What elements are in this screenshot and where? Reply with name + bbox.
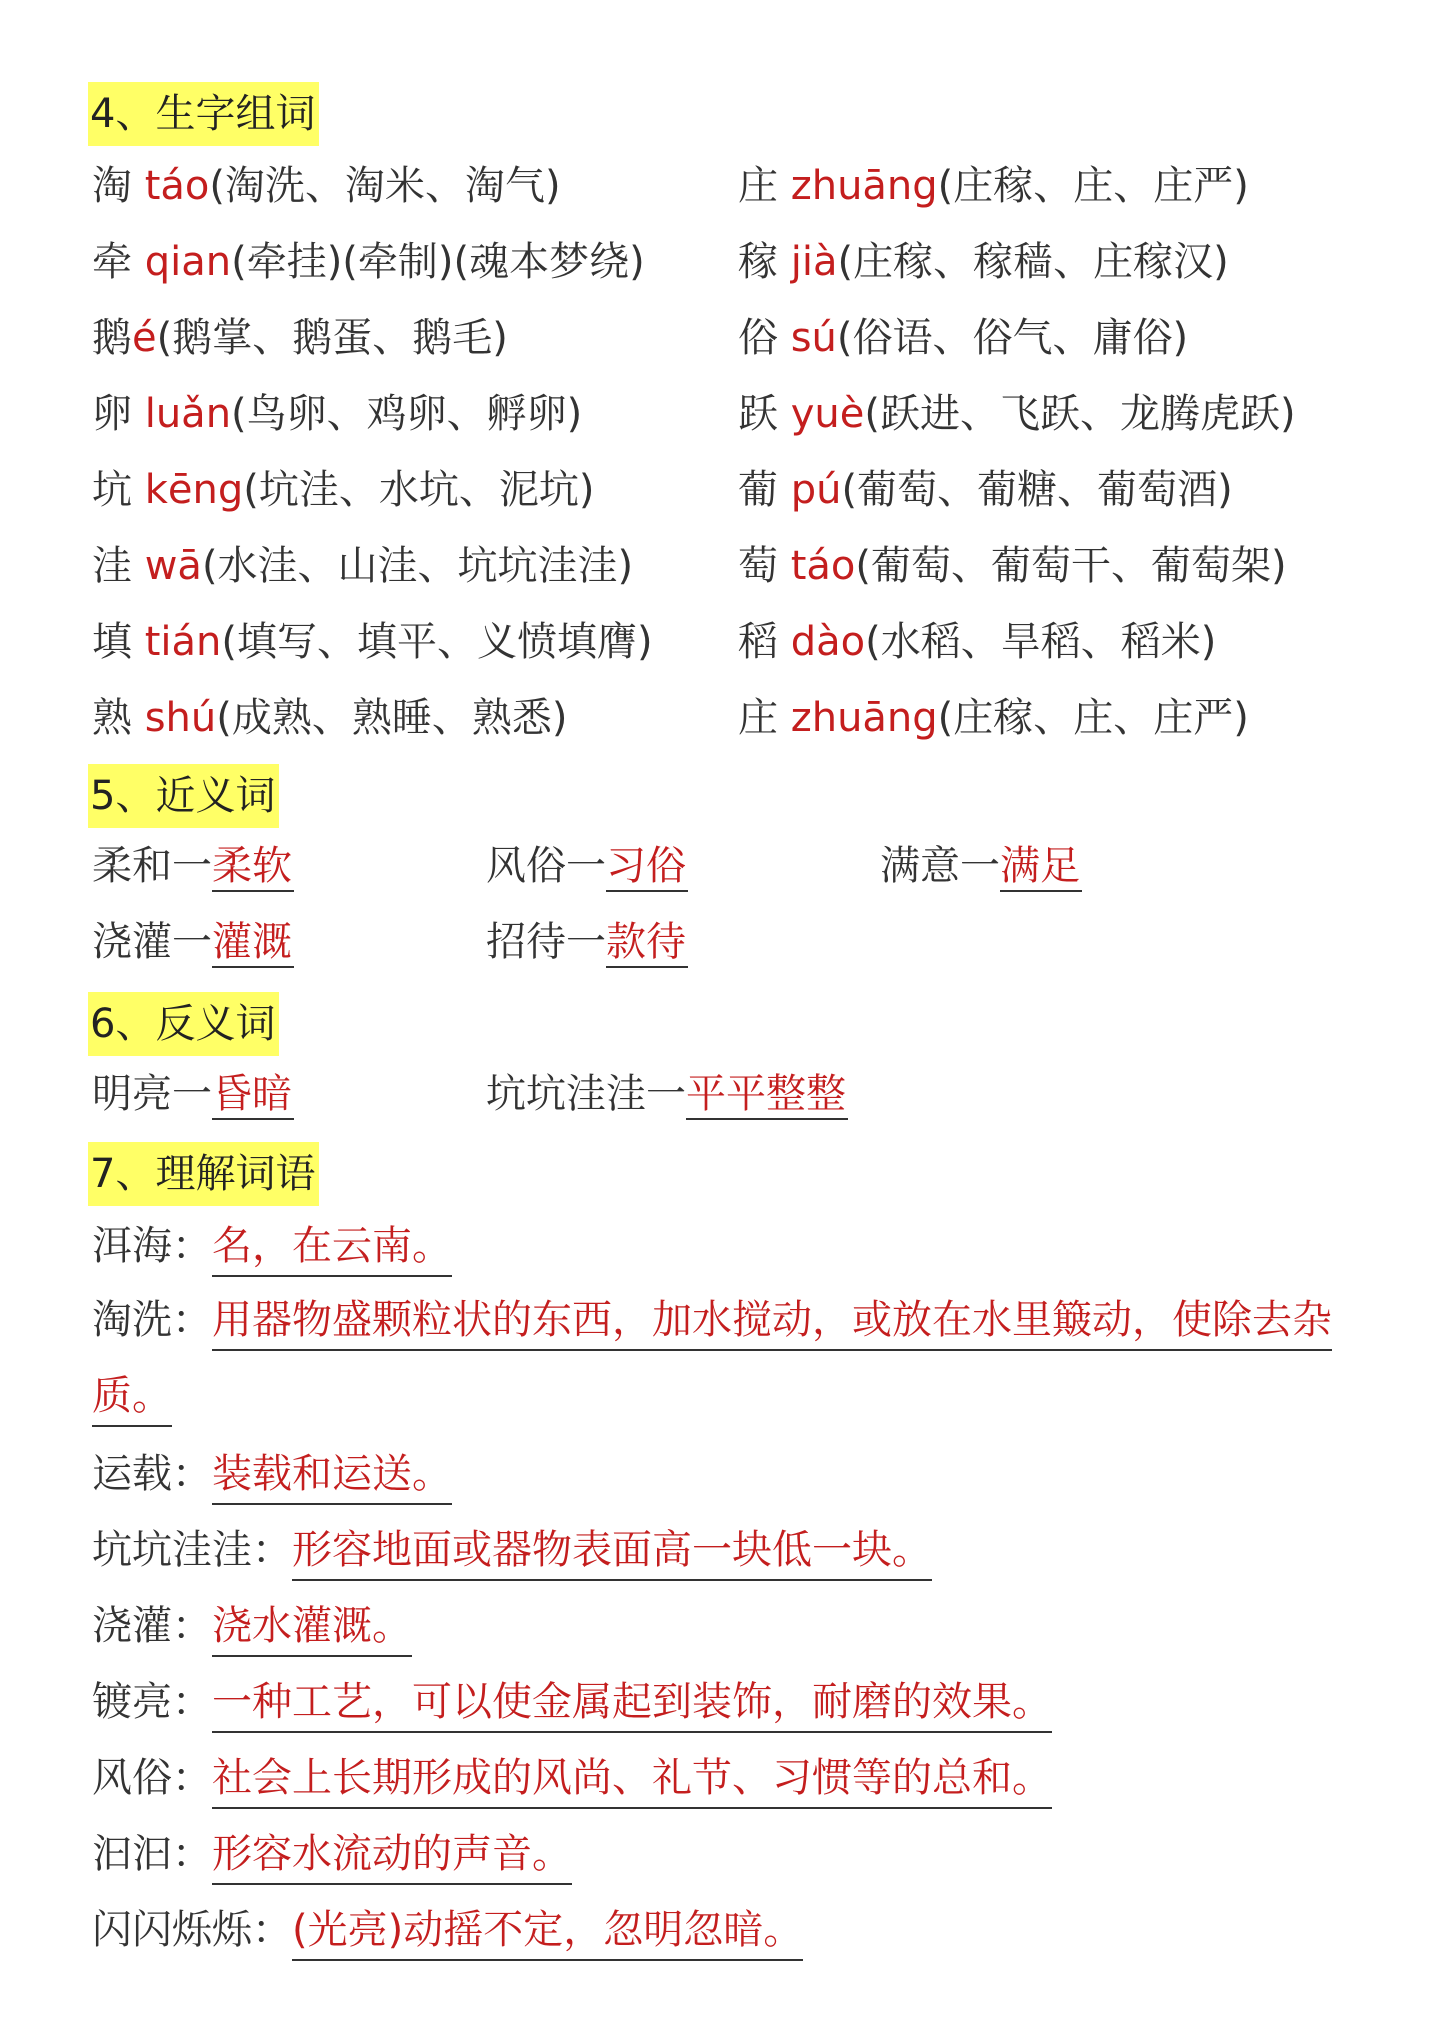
char-entry-luan: 卵 luǎn(鸟卵、鸡卵、孵卵) (92, 391, 583, 437)
definition-entry: 镀亮：一种工艺，可以使金属起到装饰，耐磨的效果。 (92, 1682, 1052, 1722)
section-heading-6: 6、反义词 (88, 992, 279, 1056)
definition-entry: 风俗：社会上长期形成的风尚、礼节、习惯等的总和。 (92, 1758, 1052, 1798)
synonym-pair: 风俗一习俗 (486, 846, 688, 892)
definition-entry: 运载：装载和运送。 (92, 1454, 452, 1494)
char-entry-shu: 熟 shú(成熟、熟睡、熟悉) (92, 695, 568, 741)
char-entry-dao: 稻 dào(水稻、旱稻、稻米) (738, 619, 1217, 665)
definition-entry: 闪闪烁烁：(光亮)动摇不定，忽明忽暗。 (92, 1910, 803, 1950)
definition-entry: 浇灌：浇水灌溉。 (92, 1606, 412, 1646)
char-entry-wa: 洼 wā(水洼、山洼、坑坑洼洼) (92, 543, 634, 589)
synonym-pair: 招待一款待 (486, 922, 688, 968)
antonym-pair: 明亮一昏暗 (92, 1074, 294, 1120)
definition-entry: 坑坑洼洼：形容地面或器物表面高一块低一块。 (92, 1530, 932, 1570)
synonym-pair: 浇灌一灌溉 (92, 922, 294, 968)
antonym-pair: 坑坑洼洼一平平整整 (486, 1074, 848, 1120)
char-entry-yue: 跃 yuè(跃进、飞跃、龙腾虎跃) (738, 391, 1296, 437)
char-entry-tao-grape: 萄 táo(葡萄、葡萄干、葡萄架) (738, 543, 1287, 589)
char-entry-pu: 葡 pú(葡萄、葡糖、葡萄酒) (738, 467, 1233, 513)
definition-entry: 汩汩：形容水流动的声音。 (92, 1834, 572, 1874)
synonym-pair: 柔和一柔软 (92, 846, 294, 892)
char-entry-jia: 稼 jià(庄稼、稼穑、庄稼汉) (738, 239, 1229, 285)
char-entry-e: 鹅é(鹅掌、鹅蛋、鹅毛) (92, 315, 508, 361)
definition-entry-wrapped: 淘洗：用器物盛颗粒状的东西，加水搅动，或放在水里簸动，使除去杂质。 (92, 1282, 1362, 1442)
section-heading-7: 7、理解词语 (88, 1142, 319, 1206)
char-entry-zhuang-2: 庄 zhuāng(庄稼、庄、庄严) (738, 695, 1249, 741)
char-entry-su: 俗 sú(俗语、俗气、庸俗) (738, 315, 1189, 361)
char-entry-tian: 填 tián(填写、填平、义愤填膺) (92, 619, 653, 665)
section-heading-5: 5、近义词 (88, 764, 279, 828)
synonym-pair: 满意一满足 (880, 846, 1082, 892)
char-entry-qian: 牵 qian(牵挂)(牵制)(魂本梦绕) (92, 239, 645, 285)
definition-entry: 洱海：名，在云南。 (92, 1226, 452, 1266)
section-heading-4: 4、生字组词 (88, 82, 319, 146)
char-entry-keng: 坑 kēng(坑洼、水坑、泥坑) (92, 467, 595, 513)
char-entry-zhuang: 庄 zhuāng(庄稼、庄、庄严) (738, 163, 1249, 209)
char-entry-tao: 淘 táo(淘洗、淘米、淘气) (92, 163, 561, 209)
